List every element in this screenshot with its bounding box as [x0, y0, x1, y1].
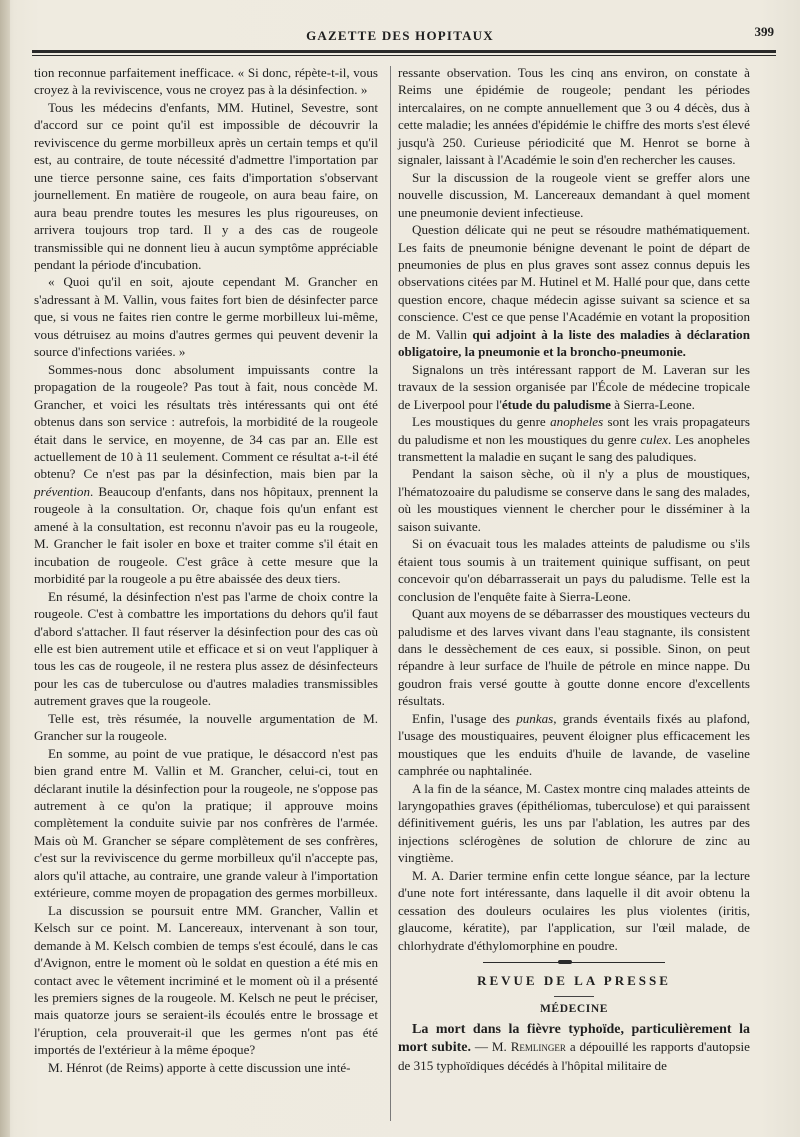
ornament-dot — [558, 960, 572, 964]
paragraph: « Quoi qu'il en soit, ajoute cependant M. Grancher en s'adressant à M. Vallin, vous faites fort bien de désinfecter parce que, si vous ne faites rien contre le germe morbilleux lui-même, vous détruisez au moins d'autres germes qui peuvent devenir la source d'infections variées. » — [34, 274, 378, 360]
article-author: Remlinger — [510, 1039, 566, 1055]
ornament-line — [483, 962, 665, 963]
bold-statement: qui adjoint à la liste des maladies à déclaration obligatoire, la pneumonie et la broncho-pneumonie. — [398, 326, 750, 360]
paragraph: Telle est, très résumée, la nouvelle argumentation de M. Grancher sur la rougeole. — [34, 710, 378, 744]
page-header — [20, 24, 780, 44]
section-heading: REVUE DE LA PRESSE — [477, 973, 671, 989]
article-title: La mort dans la fièvre typhoïde, particulièrement la mort subite. — [398, 1022, 750, 1056]
paragraph: A la fin de la séance, M. Castex montre cinq malades atteints de laryngopathies graves (épithéliomas, tuberculose) et qui paraissent définitivement guéris, les uns par l'ablation, les autres par des injections sclérogènes de solution de chlorure de zinc au vingtième. — [398, 780, 750, 866]
paragraph — [398, 221, 750, 361]
paragraph-text: Enfin, l'usage des — [412, 710, 517, 726]
header-rule-thick — [32, 50, 776, 53]
paragraph: En résumé, la désinfection n'est pas l'arme de choix contre la rougeole. C'est à combattre les importations du dehors qu'il faut d'abord s'attacher. Il faut réserver la désinfection pour des cas où elle est bien autrement utile et efficace et si on veut l'appliquer à tous les cas de rougeole, il ne restera plus assez de désinfecteurs pour les cas de tuberculose ou d'autres maladies transmissibles autrement graves que la rougeole. — [34, 588, 378, 709]
paragraph-text: . Les anopheles transmettent la maladie en suçant le sang des paludiques. — [398, 431, 750, 464]
paragraph-text: sont les vrais propagateurs du paludisme et non les moustiques du genre — [398, 414, 750, 447]
paragraph: M. Hénrot (de Reims) apporte à cette discussion une inté- — [48, 1059, 351, 1075]
italic-term: culex — [640, 431, 668, 447]
section-ornament — [398, 962, 750, 964]
small-divider — [554, 996, 594, 997]
journal-title: GAZETTE DES HOPITAUX — [306, 28, 494, 43]
column-divider — [390, 66, 391, 1121]
article-paragraph — [398, 1020, 750, 1074]
paragraph: Si on évacuait tous les malades atteints de paludisme ou s'ils étaient tous soumis à un traitement quinique suffisant, on peut concevoir qu'on débarrasserait un pays du paludisme. Telle est la conclusion de l'enquête faite à Sierra-Leone. — [398, 536, 750, 604]
subsection-heading: MÉDECINE — [539, 1002, 609, 1015]
emphasis-prevention: prévention — [34, 483, 90, 499]
paragraph — [398, 413, 750, 465]
left-column — [34, 64, 378, 1076]
paragraph: M. A. Darier termine enfin cette longue séance, par la lecture d'une note fort intéressante, dans laquelle il dit avoir obtenu la cessation des douleurs oculaires les plus violentes (iritis, glaucome, kératite), par l'application, sur l'œil malade, de chlorhydrate d'éthylomorphine en poudre. — [398, 867, 750, 953]
page-binding — [0, 0, 10, 1137]
paragraph-text: Signalons un très intéressant rapport de M. Laveran sur les travaux de la session organisée par l'École de médecine tropicale de Liverpool pour l' — [398, 361, 750, 412]
article-text: a dépouillé les rapports d'autopsie de 315 typhoïdiques décédés à l'hôpital militaire de — [398, 1039, 750, 1073]
paragraph: ressante observation. Tous les cinq ans environ, on constate à Reims une épidémie de rougeole; pendant les périodes intercalaires, on ne compte annuellement que 3 ou 4 décès, dus à cette maladie; les années d'épidémie le chiffre des morts s'est élevé jusqu'à 250. Curieuse périodicité que M. Henrot se borne à signaler, laissant à l'Académie le soin d'en rechercher les causes. — [398, 65, 750, 168]
right-column — [398, 64, 750, 1074]
paragraph: En somme, au point de vue pratique, le désaccord n'est pas bien grand entre M. Vallin et M. Grancher, celui-ci, tout en déclarant inutile la désinfection pour la rougeole, ne s'oppose pas autrement à ce qu'on la pratique; il approuve moins complètement la conduite suivie par nos confrères de l'armée. Mais où M. Grancher se sépare complètement de ses confrères, c'est sur la reviviscence du germe morbilleux qu'il n'accepte pas, alors qu'il attache, au contraire, une grande valeur à l'importation extérieure, comme moyen de propagation des germes morbilleux. — [34, 745, 378, 901]
paragraph-text: à Sierra-Leone. — [610, 396, 695, 412]
italic-term: anopheles — [550, 414, 604, 430]
bold-term: étude du paludisme — [501, 396, 611, 412]
paragraph-text: . Beaucoup d'enfants, dans nos hôpitaux, prennent la rougeole à la consultation. Or, chaque fois qu'un enfant est amené à la consultation, est reconnu n'avoir pas eu la rougeole, M. Grancher le fait isoler en boxe et traiter comme s'il était en incubation de rougeole. C'est grâce à cette mesure que la morbidité par la rougeole a pu être abaissée des deux tiers. — [34, 483, 378, 587]
italic-term: punkas — [516, 710, 554, 726]
header-rule-thin — [32, 55, 776, 56]
paragraph — [34, 361, 378, 588]
paragraph — [398, 361, 750, 413]
paragraph-text: , grands éventails fixés au plafond, l'usage des moustiquaires, peuvent éloigner plus efficacement les moustiques que les enduits d'huile de lavande, de vaseline camphrée ou naphtalinée. — [398, 710, 751, 779]
paragraph: tion reconnue parfaitement inefficace. « Si donc, répète-t-il, vous croyez à la reviviscence, vous ne croyez pas à la désinfection. » — [34, 65, 378, 98]
paragraph: Pendant la saison sèche, où il n'y a plus de moustiques, l'hématozoaire du paludisme se conserve dans le sang des malades, où les moustiques viennent le chercher pour le disséminer à la saison suivante. — [398, 466, 750, 534]
paragraph: Sur la discussion de la rougeole vient se greffer alors une nouvelle discussion, M. Lancereaux demandant à quel moment une pneumonie devient infectieuse. — [398, 169, 750, 220]
paragraph — [398, 710, 750, 780]
paragraph: Quant aux moyens de se débarrasser des moustiques vecteurs du paludisme et des larves vivant dans l'eau stagnante, ils consistent dans le dessèchement de ces eaux, si possible. Sinon, on peut répandre à leur surface de l'huile de pétrole en mince nappe. Du goudron frais versé goutte à goutte donne encore d'excellents résultats. — [398, 606, 750, 709]
paragraph: La discussion se poursuit entre MM. Grancher, Vallin et Kelsch sur ce point. M. Lancereaux, intervenant à son tour, demande à M. Kelsch combien de temps s'est écoulé, dans le cas d'Avignon, entre le moment où le soldat en question a été mis en contact avec le vêtement incriminé et le moment où il a présenté les premiers signes de la rougeole. M. Kelsch ne peut le préciser, mais quatorze jours se seraient-ils écoulés entre le brossage et l'éruption, cela prouverait-il que les germes n'ont pas été importés de l'extérieur à la même époque? — [34, 902, 378, 1058]
paragraph: Tous les médecins d'enfants, MM. Hutinel, Sevestre, sont d'accord sur ce point qu'il est impossible de découvrir la reviviscence du germe morbilleux après un certain temps et qu'il est, au contraire, de toute nécessité d'admettre l'importation par une tierce personne saine, ces faits d'importation s'observant journellement. En matière de rougeole, on aura beau faire, on aura beau prendre toutes les mesures les plus rigoureuses, on arrivera toujours trop tard. Il y a des cas de rougeole transmissible qui ne donnent lieu à aucun symptôme appréciable pendant la période d'incubation. — [34, 99, 378, 272]
paragraph-text: Sommes-nous donc absolument impuissants contre la propagation de la rougeole? Pas tout à fait, nous concède M. Grancher, et voici les résultats très intéressants qui ont été obtenus dans son service : autrefois, la morbidité de la rougeole était dans le service, en moyenne, de 34 cas par an. Elle est actuellement de 10 à 11 seulement. Comment ce résultat a-t-il été obtenu? Ce n'est pas par la désinfection, mais bien par la — [34, 361, 378, 482]
paragraph-text: Question délicate qui ne peut se résoudre mathématiquement. Les faits de pneumonie bénigne devenant le point de départ de pneumonies de plus en plus graves sont assez connus depuis les observations citées par M. Hutinel et M. Hallé pour que, dans cette question encore, chaque médecin agisse suivant sa science et sa conscience. C'est ce que pense l'Académie en votant la proposition de M. Vallin — [398, 222, 750, 342]
paragraph-text: Les moustiques du genre — [412, 414, 551, 430]
article-text: — M. — [470, 1039, 511, 1055]
page-number: 399 — [754, 24, 774, 39]
